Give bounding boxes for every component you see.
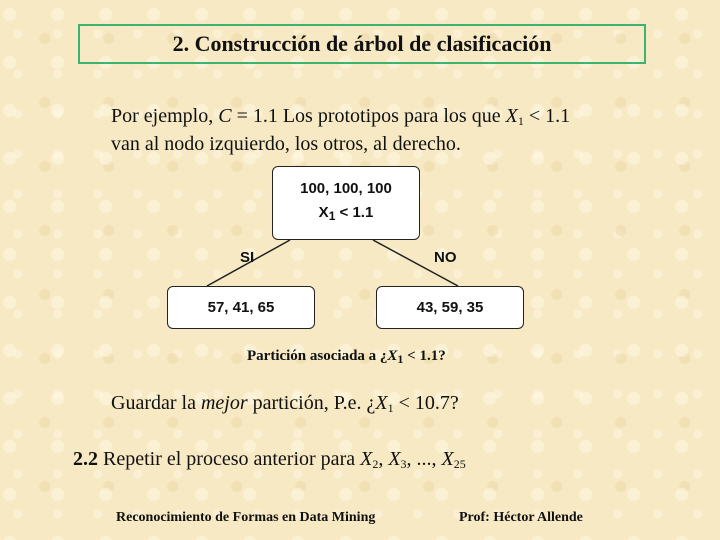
branch-label-si: SI	[240, 249, 255, 266]
partition-caption	[247, 348, 446, 365]
repeat-var-x25: X	[441, 448, 454, 470]
save-text-2: partición, P.e. ¿	[247, 392, 376, 414]
caption-prefix: Partición asociada a ¿	[247, 348, 388, 364]
save-sub: 1	[387, 401, 394, 415]
save-emphasis: mejor	[200, 392, 248, 414]
repeat-sub-2: 2	[372, 457, 379, 471]
left-node-counts: 57, 41, 65	[207, 299, 275, 316]
right-node	[376, 286, 524, 329]
repeat-number: 2.2	[73, 448, 98, 470]
root-rule-sub: 1	[328, 209, 336, 223]
root-rule-rest: < 1.1	[335, 204, 374, 221]
caption-suffix: < 1.1?	[403, 348, 446, 364]
right-node-counts: 43, 59, 35	[416, 299, 484, 316]
branch-label-no: NO	[434, 249, 457, 266]
root-counts: 100, 100, 100	[300, 180, 392, 197]
repeat-sub-3: 3	[400, 457, 407, 471]
save-line	[111, 389, 459, 417]
root-node	[272, 166, 420, 240]
save-var: X	[375, 392, 388, 414]
intro-text-1: Por ejemplo,	[111, 105, 219, 127]
intro-var-x: X	[505, 105, 518, 127]
intro-text-2: = 1.1 Los prototipos para los que	[231, 105, 506, 127]
root-rule	[273, 204, 419, 221]
repeat-var-x2: X	[360, 448, 373, 470]
save-text-3: < 10.7?	[393, 392, 459, 414]
repeat-sub-25: 25	[453, 457, 466, 471]
intro-text-3: < 1.1	[523, 105, 571, 127]
left-node	[167, 286, 315, 329]
root-rule-var: X	[318, 204, 329, 221]
intro-line-2: van al nodo izquierdo, los otros, al derecho.	[111, 133, 461, 155]
intro-var-c: C	[218, 105, 232, 127]
footer-course: Reconocimiento de Formas en Data Mining	[116, 510, 376, 525]
repeat-line	[73, 445, 466, 473]
repeat-var-x3: X	[388, 448, 401, 470]
save-text-1: Guardar la	[111, 392, 201, 414]
caption-var: X	[387, 348, 398, 364]
repeat-text: Repetir el proceso anterior para	[98, 448, 361, 470]
footer-professor: Prof: Héctor Allende	[459, 510, 583, 525]
intro-subscript: 1	[517, 114, 524, 128]
repeat-sep-1: ,	[378, 448, 389, 470]
repeat-sep-2: , ...,	[406, 448, 442, 470]
caption-sub: 1	[397, 352, 404, 366]
slide-title-text: 2. Construcción de árbol de clasificación	[172, 31, 552, 56]
